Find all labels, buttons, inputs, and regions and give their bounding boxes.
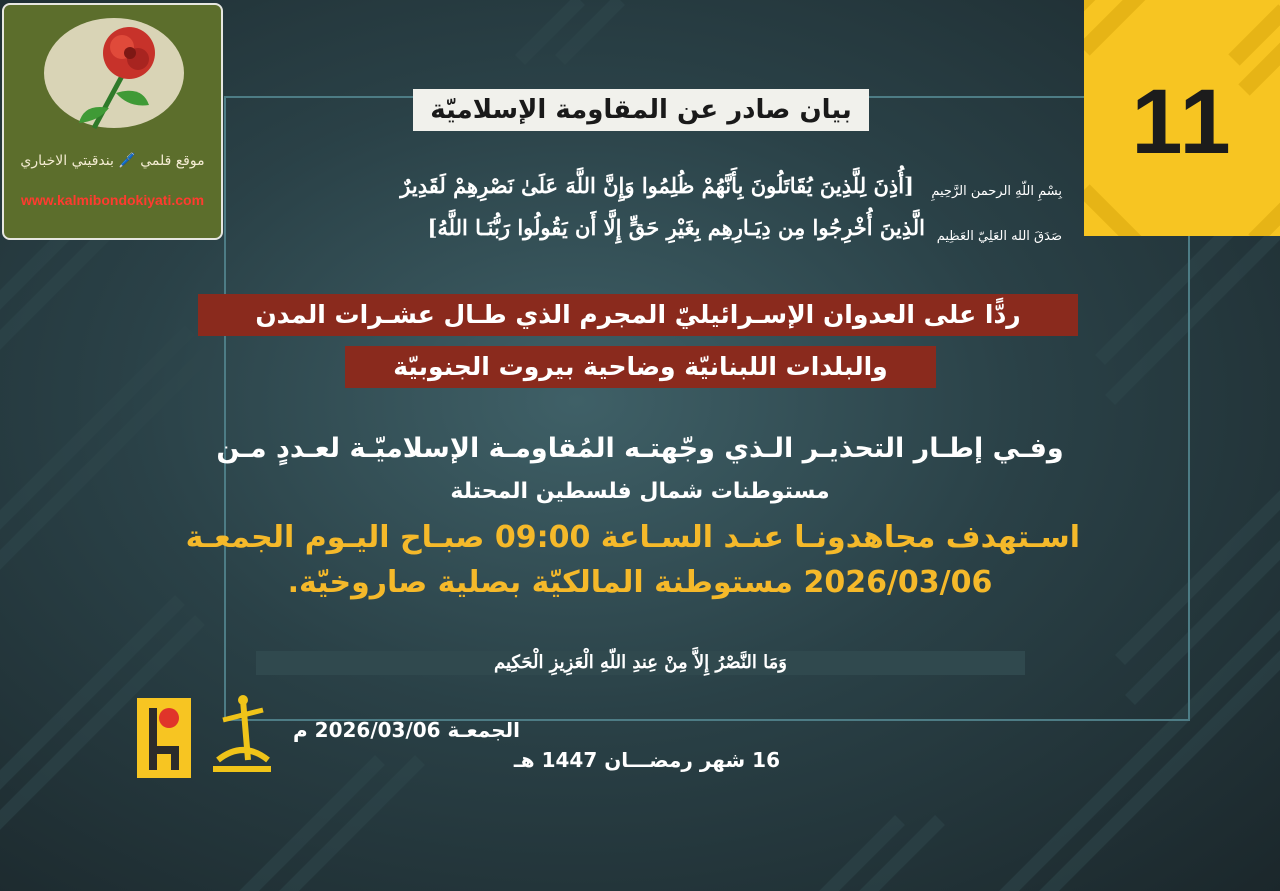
logo-url[interactable]: www.kalmibondokiyati.com: [20, 192, 205, 208]
logo-caption: موقع قلمي 🖊️ بندقيتي الاخباري: [20, 153, 205, 169]
hezbollah-emblem-icon: [203, 690, 281, 780]
verse-closing: صَدَقَ الله العَلِيّ العَظِيم: [936, 229, 1062, 244]
date-gregorian: الجمعـة 2026/03/06 م: [293, 718, 520, 742]
rose-icon: [34, 13, 194, 153]
statement-line-2: مستوطنات شمال فلسطين المحتلة: [450, 479, 830, 504]
statement-highlight-line-1: اسـتهدف مجاهدونـا عنـد السـاعة 09:00 صبـاح اليـوم الجمعـة: [185, 520, 1080, 555]
emblem-art: [137, 698, 191, 778]
emblem-art-2: [203, 690, 281, 780]
red-banner-line-2: والبلدات اللبنانيّة وضاحية بيروت الجنوبيّة: [345, 346, 936, 388]
closing-verse: وَمَا النَّصْرُ إِلاَّ مِنْ عِندِ اللّهِ الْعَزِيزِ الْحَكِيم: [256, 651, 1025, 675]
statement-number-badge: [1084, 0, 1280, 236]
statement-highlight-line-2: 2026/03/06 مستوطنة المالكيّة بصلية صاروخيّة.: [287, 565, 993, 600]
statement-line-1: وفـي إطـار التحذيـر الـذي وجّهتـه المُقاومـة الإسلاميّـة لعـددٍ مـن: [216, 433, 1064, 464]
site-logo[interactable]: [2, 3, 223, 240]
basmala: بِسْمِ اللّهِ الرحمن الرَّحِيمِ: [931, 184, 1062, 199]
quran-verse-line-2: الَّذِينَ أُخْرِجُوا مِن دِيَـارِهِم بِغَيْرِ حَقٍّ إِلَّا أَن يَقُولُوا رَبُّنَـا اللَّهُ]: [427, 215, 925, 240]
quran-verse-line-1: [أُذِنَ لِلَّذِينَ يُقَاتَلُونَ بِأَنَّهُمْ ظُلِمُوا وَإِنَّ اللَّهَ عَلَىٰ نَصْرِهِمْ لَقَدِيرٌ: [400, 173, 914, 198]
resistance-emblem-icon: [137, 698, 191, 778]
red-banner-line-1: ردًّا على العدوان الإسـرائيليّ المجرم الذي طـال عشـرات المدن: [198, 294, 1078, 336]
statement-number: 11: [1131, 71, 1233, 173]
date-hijri: 16 شهر رمضـــان 1447 هـ: [513, 748, 780, 772]
page-title: بيان صادر عن المقاومة الإسلاميّة: [413, 89, 869, 131]
